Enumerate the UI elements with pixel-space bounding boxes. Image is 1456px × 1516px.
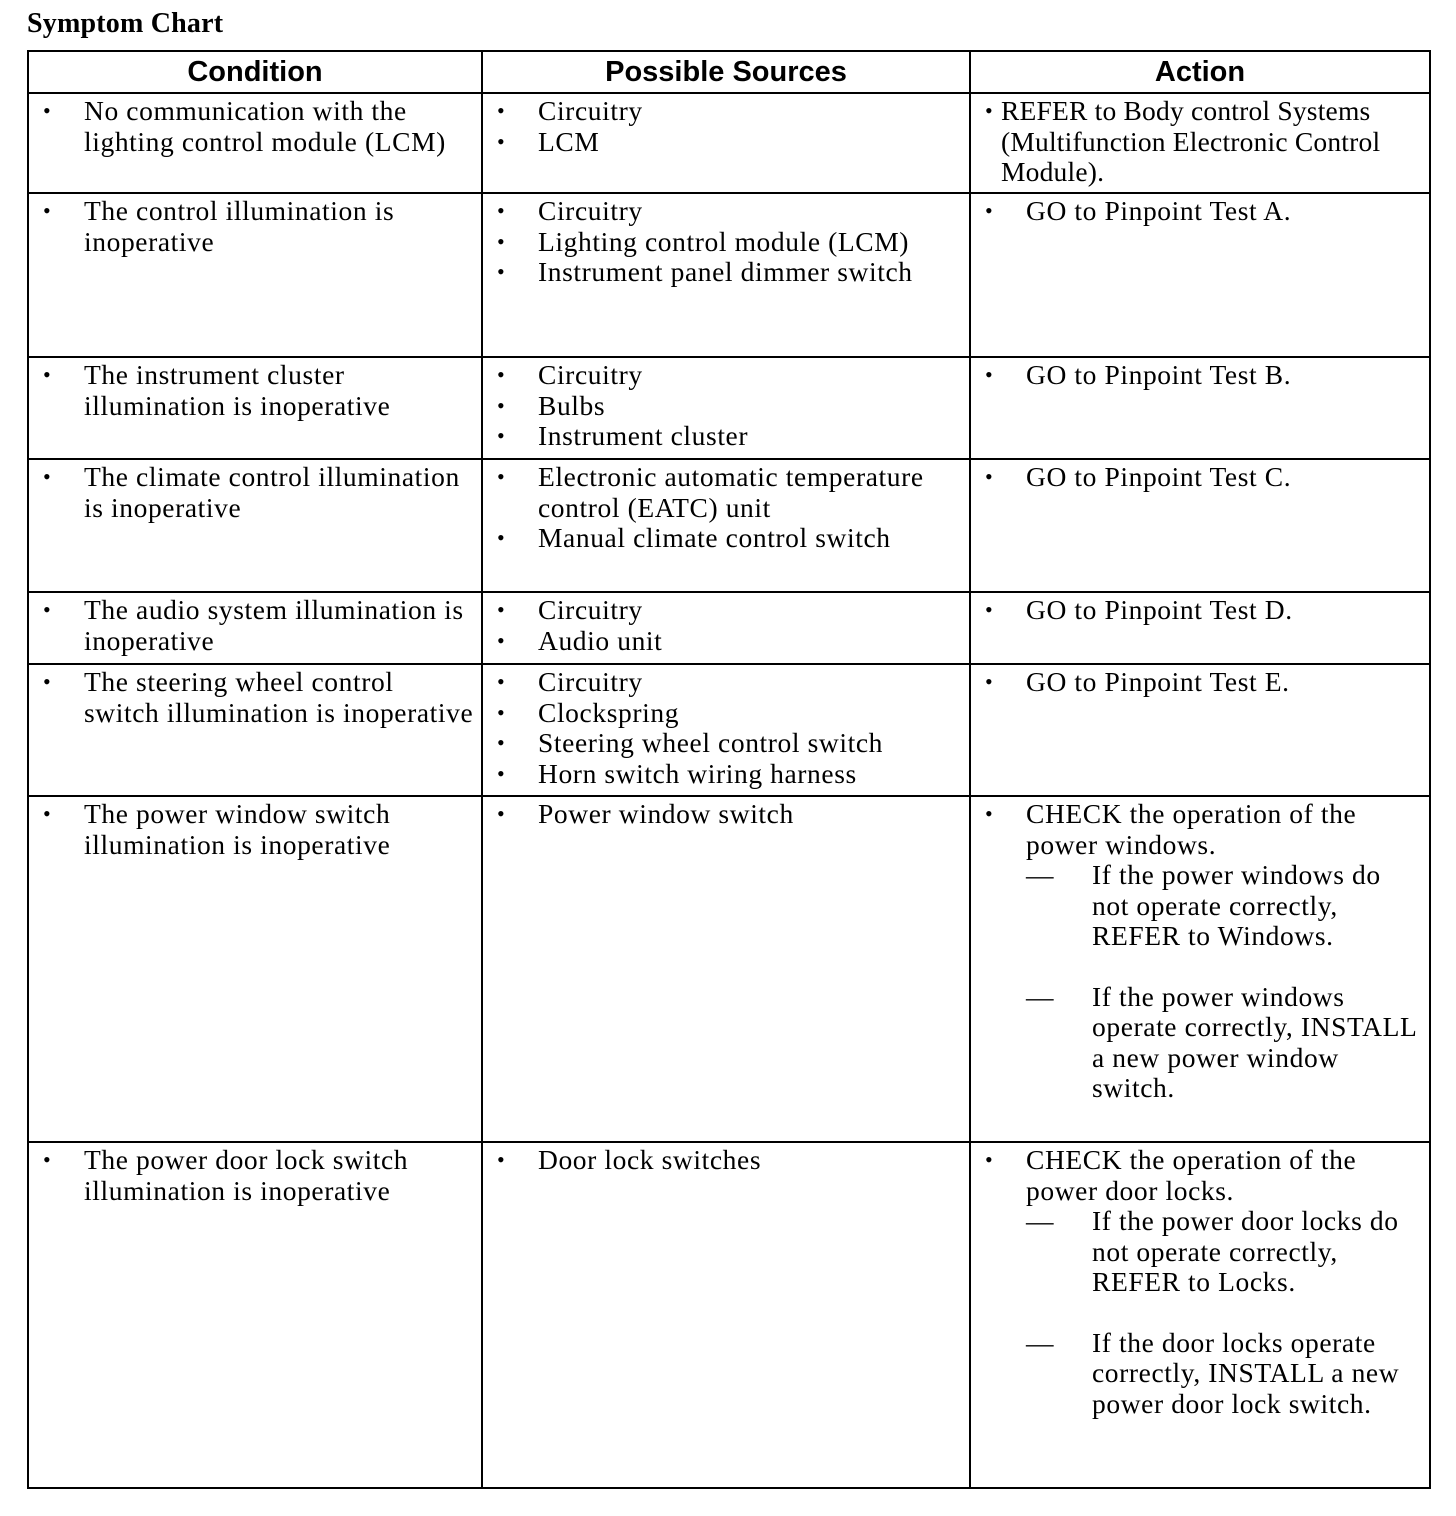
sub-action-item [1026,1328,1423,1420]
bullet-icon: • [43,801,52,826]
list-item [971,667,1429,698]
action-cell [970,796,1430,1142]
possible-sources-cell [482,1142,970,1488]
action-cell [970,664,1430,796]
list-item-text: Electronic automatic temperature control (EATC) unit [538,461,924,523]
table-row [28,664,1430,796]
table-row [28,357,1430,459]
table-row [28,1142,1430,1488]
possible-sources-cell [482,796,970,1142]
bullet-icon: • [985,801,994,826]
list-item [483,391,969,422]
sub-action-item [1026,860,1423,952]
sub-action-text: If the power door locks do not operate correctly, REFER to Locks. [1092,1205,1399,1297]
bullet-icon: • [985,597,994,622]
list-item-text: Horn switch wiring harness [538,757,857,789]
sources-list [483,460,969,554]
list-item-text: The instrument cluster illumination is inoperative [84,359,391,421]
possible-sources-cell [482,357,970,459]
list-item [483,196,969,227]
condition-cell [28,93,482,193]
list-item [971,799,1429,1104]
list-item-text: Instrument cluster [538,420,749,451]
list-item [483,759,969,790]
possible-sources-cell [482,93,970,193]
sources-list [483,665,969,789]
condition-list [29,358,481,421]
bullet-icon: • [497,362,506,387]
list-item [483,1145,969,1176]
sub-action-item [1026,1206,1423,1298]
bullet-icon: • [497,669,506,694]
bullet-icon: • [497,627,506,653]
bullet-icon: • [497,1147,506,1172]
bullet-icon: • [497,228,506,254]
list-item [483,698,969,729]
list-item-text: REFER to Body control Systems (Multifunction Electronic Control Module). [1001,95,1381,187]
action-list [971,358,1429,391]
sub-action-list [1026,860,1423,1104]
list-item [483,96,969,127]
list-item-text: The power window switch illumination is inoperative [84,798,391,860]
action-cell [970,592,1430,664]
sources-list [483,358,969,452]
list-item-text: GO to Pinpoint Test E. [1026,666,1290,697]
action-list [971,665,1429,698]
list-item [29,667,481,728]
list-item [483,421,969,452]
list-item-text: Audio unit [538,624,663,656]
list-item [483,799,969,830]
dash-icon: — [1026,980,1055,1012]
bullet-icon: • [43,464,52,489]
list-item-text: Circuitry [538,594,643,625]
action-cell [970,459,1430,592]
list-item [29,360,481,421]
sources-list [483,593,969,656]
bullet-icon: • [43,198,52,223]
condition-list [29,94,481,157]
list-item [483,728,969,759]
list-item-text: Circuitry [538,95,643,126]
list-item-text: Circuitry [538,359,643,390]
bullet-icon: • [497,98,506,123]
list-item [483,257,969,288]
list-item-text: Steering wheel control switch [538,727,884,758]
list-item [483,127,969,158]
list-item [483,595,969,626]
list-item [971,360,1429,391]
condition-cell [28,459,482,592]
table-row [28,193,1430,357]
sources-list [483,194,969,288]
list-item-text: CHECK the operation of the power windows. [1026,798,1357,860]
list-item [29,462,481,523]
bullet-icon: • [497,730,506,755]
possible-sources-cell [482,592,970,664]
action-list [971,94,1429,188]
action-list [971,1143,1429,1419]
list-item-text: The climate control illumination is inoperative [84,461,460,523]
list-item-text: No communication with the lighting control module (LCM) [84,95,446,157]
list-item [29,1145,481,1206]
list-item-text: GO to Pinpoint Test D. [1026,594,1293,625]
list-item [29,96,481,157]
list-item [483,626,969,657]
dash-icon: — [1026,859,1055,890]
dash-icon: — [1026,1326,1055,1358]
list-item-text: The control illumination is inoperative [84,195,395,257]
condition-list [29,460,481,523]
condition-list [29,665,481,728]
sub-action-text: If the door locks operate correctly, INSTALL a new power door lock switch. [1092,1326,1400,1419]
list-item [971,462,1429,493]
condition-cell [28,592,482,664]
possible-sources-cell [482,459,970,592]
possible-sources-cell [482,664,970,796]
condition-cell [28,193,482,357]
bullet-icon: • [985,464,994,489]
list-item [971,96,1429,188]
table-row [28,93,1430,193]
bullet-icon: • [497,464,506,489]
bullet-icon: • [43,597,52,622]
sources-list [483,94,969,157]
page-title: Symptom Chart [27,8,224,39]
action-header: Action [970,51,1430,93]
condition-cell [28,1142,482,1488]
action-cell [970,1142,1430,1488]
condition-cell [28,796,482,1142]
bullet-icon: • [985,669,994,694]
list-item [29,799,481,860]
bullet-icon: • [497,198,506,223]
list-item-text: CHECK the operation of the power door locks. [1026,1144,1357,1206]
bullet-icon: • [497,525,506,550]
bullet-icon: • [497,423,506,448]
list-item [29,196,481,257]
bullet-icon: • [985,362,994,387]
action-list [971,460,1429,493]
list-item-text: The power door lock switch illumination is inoperative [84,1144,409,1206]
action-cell [970,357,1430,459]
bullet-icon: • [497,128,506,154]
bullet-icon: • [43,1147,52,1172]
list-item-text: Manual climate control switch [538,522,891,553]
condition-header: Condition [28,51,482,93]
action-cell [970,93,1430,193]
symptom-chart-table [27,50,1431,1489]
list-item-text: The audio system illumination is inoperative [84,594,464,656]
list-item [483,462,969,523]
table-row [28,592,1430,664]
list-item-text: Circuitry [538,195,643,226]
action-list [971,194,1429,227]
list-item [483,523,969,554]
bullet-icon: • [43,362,52,387]
bullet-icon: • [985,1147,994,1172]
action-list [971,797,1429,1104]
list-item [971,196,1429,227]
list-item [483,667,969,698]
table-row [28,796,1430,1142]
sub-action-text: If the power windows operate correctly, INSTALL a new power window switch. [1092,980,1417,1103]
list-item-text: Circuitry [538,666,643,697]
sub-action-text: If the power windows do not operate correctly, REFER to Windows. [1092,859,1381,951]
bullet-icon: • [497,392,506,418]
sources-list [483,1143,969,1176]
action-cell [970,193,1430,357]
list-item [971,1145,1429,1419]
bullet-icon: • [985,198,994,223]
table-row [28,459,1430,592]
bullet-icon: • [497,760,506,786]
sub-action-list [1026,1206,1423,1419]
list-item-text: The steering wheel control switch illumination is inoperative [84,666,474,728]
bullet-icon: • [43,669,52,694]
possible-sources-header: Possible Sources [482,51,970,93]
bullet-icon: • [497,259,506,284]
list-item-text: Power window switch [538,798,794,829]
list-item-text: GO to Pinpoint Test A. [1026,195,1292,226]
condition-cell [28,357,482,459]
sources-list [483,797,969,830]
bullet-icon: • [497,597,506,622]
condition-list [29,194,481,257]
list-item-text: GO to Pinpoint Test C. [1026,461,1292,492]
sub-action-item [1026,982,1423,1104]
list-item-text: Door lock switches [538,1144,762,1175]
list-item-text: Clockspring [538,696,680,728]
condition-cell [28,664,482,796]
list-item [483,360,969,391]
bullet-icon: • [43,98,52,123]
list-item-text: Lighting control module (LCM) [538,225,910,257]
header-row [28,51,1430,93]
list-item [483,227,969,258]
list-item [971,595,1429,626]
list-item-text: LCM [538,125,600,157]
bullet-icon: • [497,801,506,826]
bullet-icon: • [985,98,993,123]
possible-sources-cell [482,193,970,357]
list-item-text: Instrument panel dimmer switch [538,256,913,287]
bullet-icon: • [497,699,506,725]
dash-icon: — [1026,1205,1055,1236]
list-item [29,595,481,656]
table-body [28,93,1430,1488]
condition-list [29,1143,481,1206]
list-item-text: GO to Pinpoint Test B. [1026,359,1292,390]
condition-list [29,797,481,860]
condition-list [29,593,481,656]
list-item-text: Bulbs [538,389,606,421]
action-list [971,593,1429,626]
